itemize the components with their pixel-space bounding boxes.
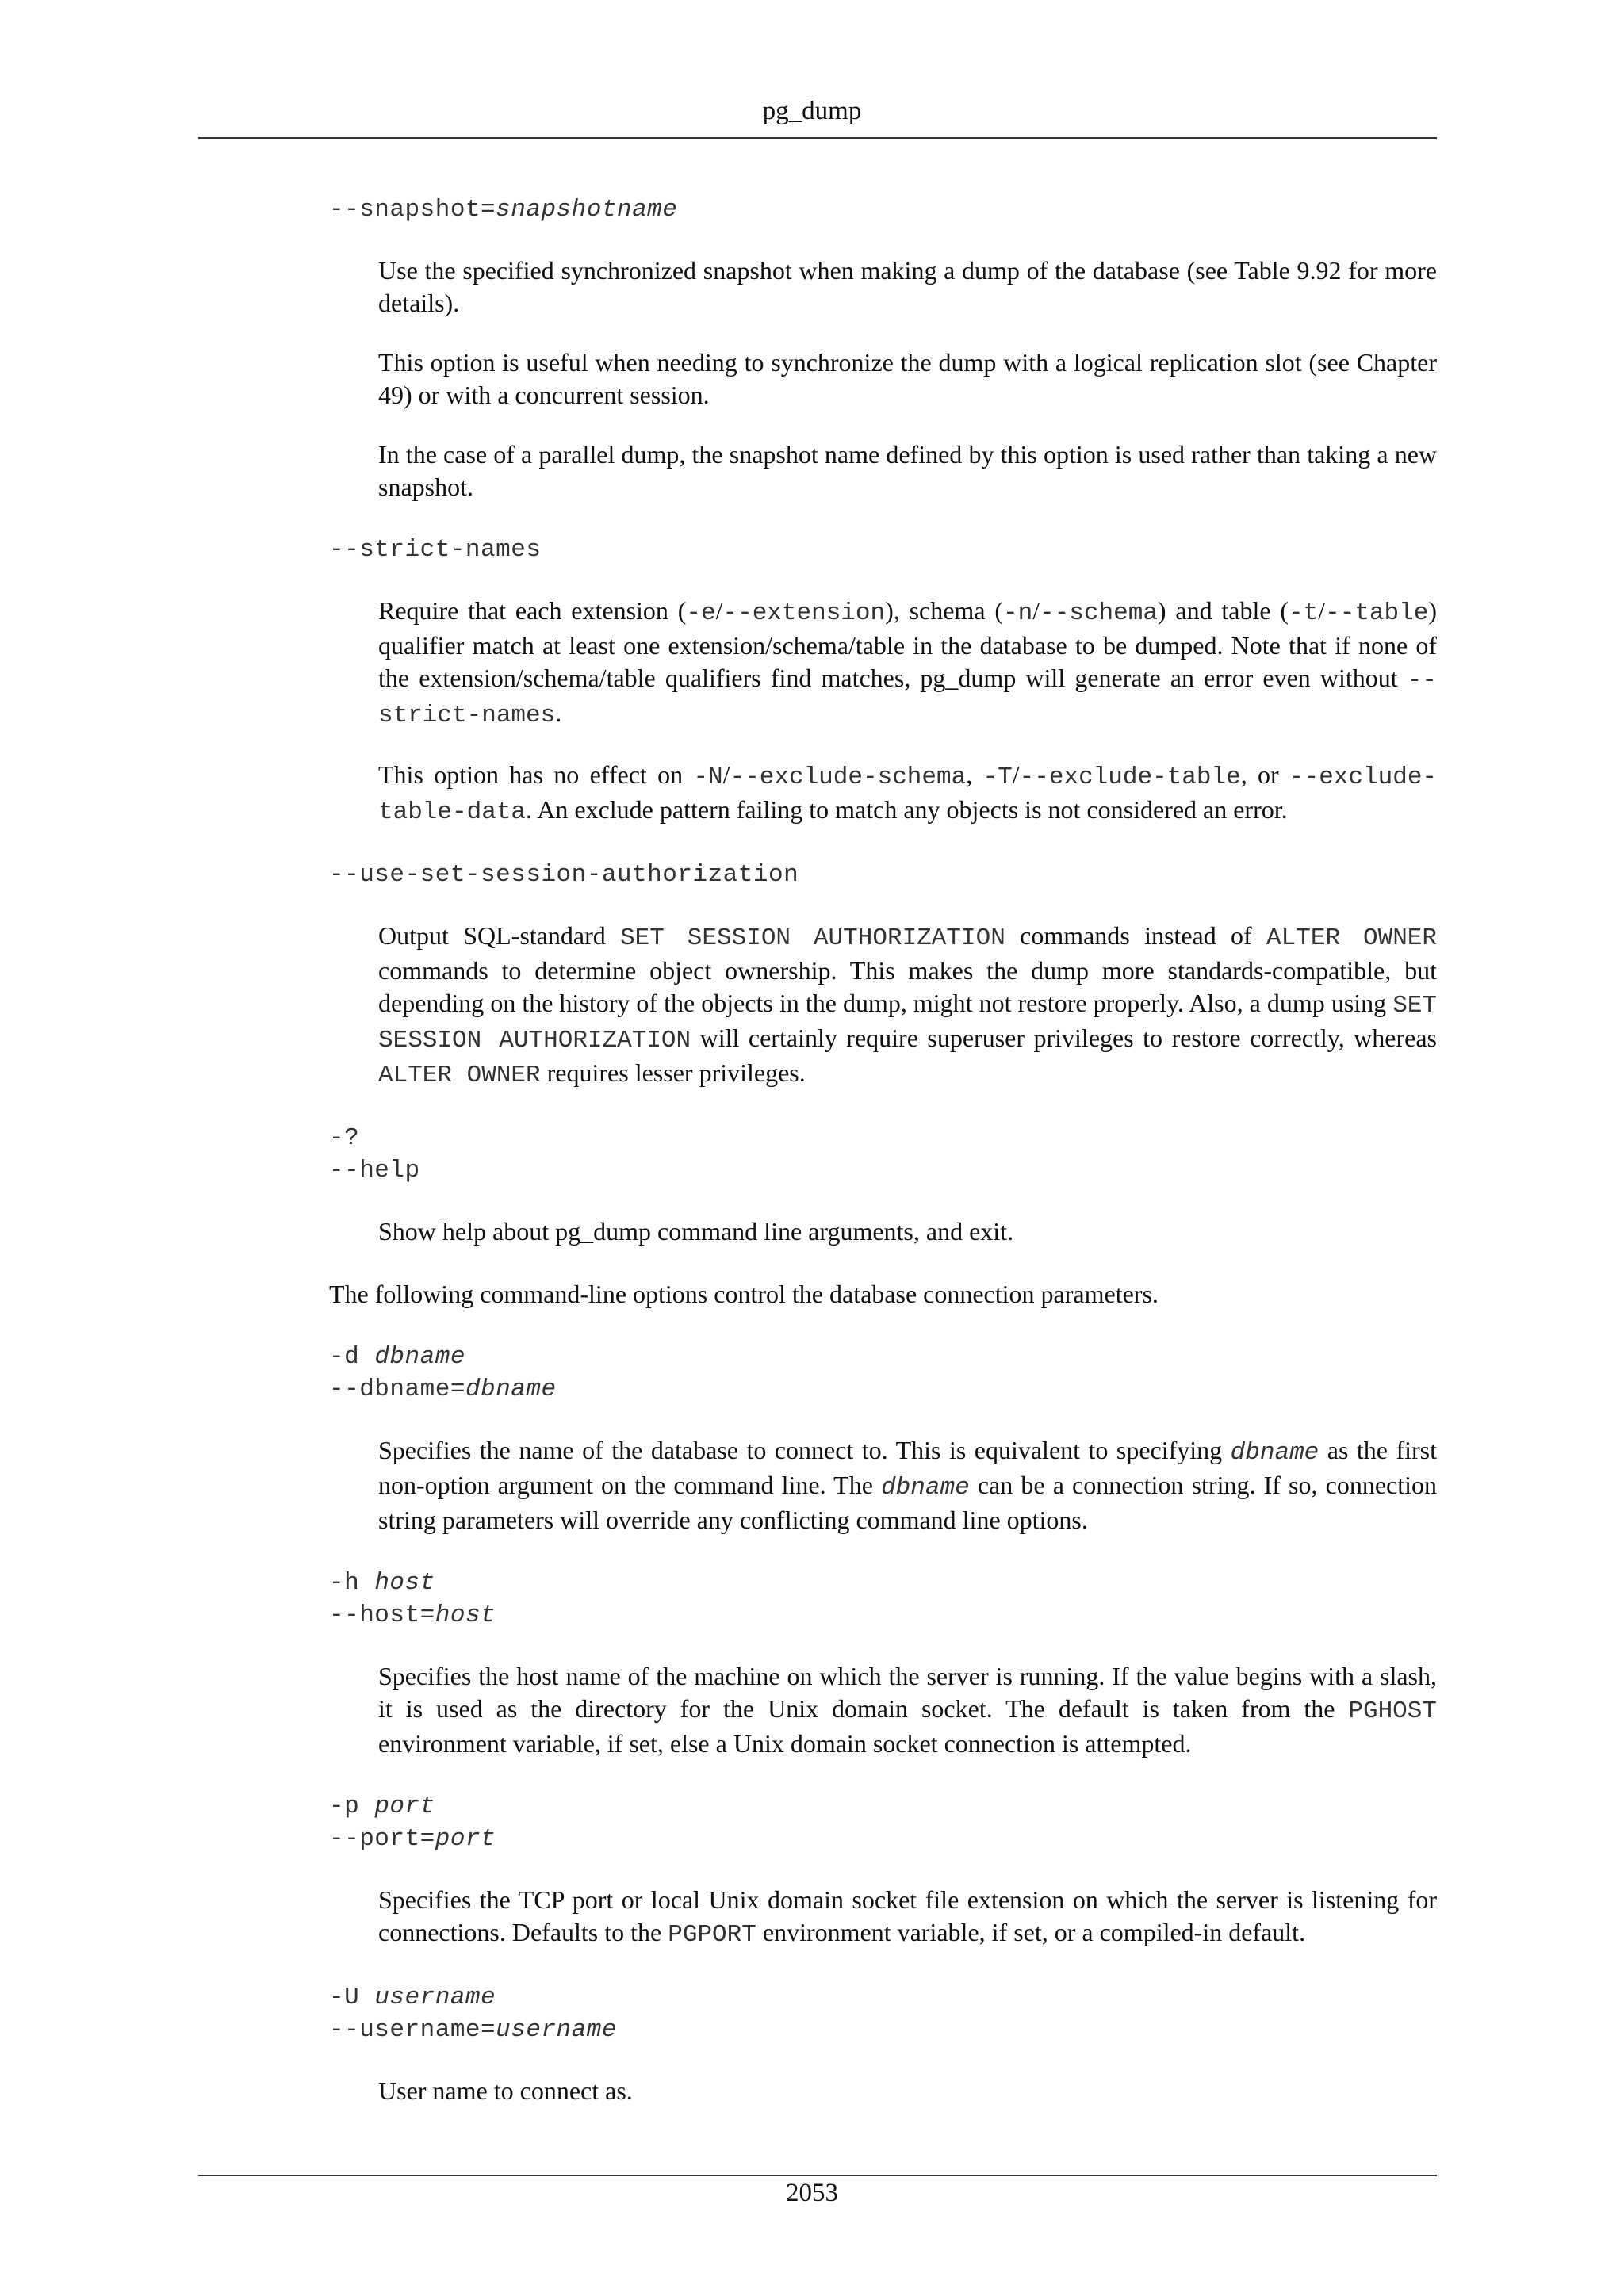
term-parameter: username (496, 2016, 617, 2044)
term-parameter: snapshotname (496, 196, 678, 224)
term-text: -U (329, 1984, 375, 2011)
option-description-host (378, 1660, 1437, 1760)
code-literal: PGPORT (668, 1921, 756, 1949)
option-term-host-short (329, 1567, 1437, 1599)
code-literal: -t (1289, 599, 1319, 627)
text-run: Specifies the TCP port or local Unix domain socket file extension on which the server is listening for connections. Defaults to the (378, 1885, 1437, 1946)
code-literal: --schema (1040, 599, 1158, 627)
text-run: ) qualifier match at least one extension/schema/table in the database to be dumped. Note that if none of the extension/schema/table qualifiers find matches, pg_dump will generate an error even without (378, 596, 1438, 692)
code-literal: --extension (722, 599, 886, 627)
option-term-snapshot (329, 193, 1437, 226)
code-literal: --strict-names (378, 667, 1437, 729)
text-run: commands instead of (1005, 921, 1267, 950)
text-run: , or (1240, 760, 1289, 789)
term-text: -d (329, 1343, 375, 1371)
text-run: commands to determine object ownership. This makes the dump more standards-compatible, but depending on the history of the objects in the dump, might not restore properly. Also, a dump using (378, 956, 1437, 1017)
option-description-snapshot (378, 254, 1437, 503)
code-literal: -n (1002, 599, 1033, 627)
document-body (329, 193, 1437, 2107)
term-text: --host= (329, 1601, 435, 1629)
code-literal: --table (1325, 599, 1429, 627)
text-run: . (555, 698, 562, 727)
page-number: 2053 (786, 2179, 838, 2207)
code-literal: SET SESSION AUTHORIZATION (378, 992, 1437, 1054)
term-parameter: dbname (374, 1343, 465, 1371)
term-text: --port= (329, 1825, 435, 1853)
text-run: / (1318, 596, 1326, 625)
paragraph: Use the specified synchronized snapshot when making a dump of the database (see Table 9.92 for more details). (378, 256, 1437, 317)
header-rule (198, 137, 1437, 139)
text-run: / (722, 760, 730, 789)
code-literal: SET SESSION AUTHORIZATION (620, 924, 1005, 952)
text-run: environment variable, if set, or a compiled-in default. (756, 1918, 1306, 1946)
text-run: can be a connection string. If so, connection string parameters will override any conflicting command line options. (378, 1471, 1438, 1534)
paragraph: User name to connect as. (378, 2076, 633, 2105)
term-parameter: username (374, 1984, 496, 2011)
option-term-port-long (329, 1823, 1437, 1855)
paragraph (378, 920, 1437, 1092)
text-run: Output SQL-standard (378, 921, 621, 950)
text-run: Require that each extension ( (378, 596, 687, 625)
text-run: . An exclude pattern failing to match any objects is not considered an error. (526, 795, 1288, 824)
text-run: This option has no effect on (378, 760, 694, 789)
option-term-dbname-short (329, 1341, 1437, 1373)
option-term-strict-names: --strict-names (329, 536, 542, 564)
option-description-username (378, 2075, 1437, 2107)
text-run: , (966, 760, 983, 789)
option-term-use-set-session-authorization: --use-set-session-authorization (329, 861, 799, 889)
code-literal: -e (686, 599, 716, 627)
option-description-use-set-session-authorization (378, 920, 1437, 1092)
term-text: --username= (329, 2016, 496, 2044)
paragraph (378, 1434, 1437, 1536)
code-literal: ALTER OWNER (1266, 924, 1438, 952)
term-text: --dbname= (329, 1376, 465, 1403)
text-run: will certainly require superuser privileges to restore correctly, whereas (691, 1024, 1438, 1052)
paragraph: Show help about pg_dump command line arguments, and exit. (378, 1217, 1014, 1246)
option-term-dbname-long (329, 1373, 1437, 1406)
term-text: -h (329, 1569, 375, 1597)
paragraph: In the case of a parallel dump, the snapshot name defined by this option is used rather than taking a new snapshot. (378, 440, 1437, 501)
paragraph (378, 595, 1437, 732)
term-parameter: port (374, 1793, 435, 1820)
option-term-port-short (329, 1790, 1437, 1823)
code-literal: -N (693, 763, 723, 791)
option-description-help (378, 1215, 1437, 1248)
term-text: -p (329, 1793, 375, 1820)
code-literal: --exclude-table-data (378, 763, 1438, 826)
footer-rule (198, 2175, 1437, 2176)
text-run: / (715, 596, 723, 625)
text-run: ) and table ( (1157, 596, 1289, 625)
option-term-username-short (329, 1981, 1437, 2014)
option-term-username-long (329, 2014, 1437, 2046)
text-run: Specifies the host name of the machine on which the server is running. If the value begins with a slash, it is used as the directory for the Unix domain socket. The default is taken from the (378, 1662, 1437, 1723)
term-text: --snapshot= (329, 196, 496, 224)
option-term-host-long (329, 1599, 1437, 1632)
section-intro-text: The following command-line options control the database connection parameters. (329, 1280, 1159, 1308)
code-literal: --exclude-schema (730, 763, 967, 791)
option-description-port (378, 1884, 1437, 1951)
option-term-help-long: --help (329, 1157, 420, 1184)
code-literal: ALTER OWNER (378, 1062, 541, 1089)
term-parameter: host (435, 1601, 496, 1629)
text-run: environment variable, if set, else a Unix domain socket connection is attempted. (378, 1729, 1192, 1758)
term-parameter: host (374, 1569, 435, 1597)
text-run: requires lesser privileges. (540, 1058, 806, 1087)
code-literal: -T (982, 763, 1013, 791)
option-term-help-short: -? (329, 1124, 360, 1152)
text-run: ), schema ( (885, 596, 1003, 625)
paragraph (378, 1660, 1437, 1760)
text-run: as the first non-option argument on the command line. The (378, 1436, 1438, 1499)
paragraph (378, 1884, 1437, 1951)
text-run: Specifies the name of the database to connect to. This is equivalent to specifying (378, 1436, 1231, 1464)
option-description-dbname (378, 1434, 1437, 1536)
text-run: / (1012, 760, 1020, 789)
code-parameter: dbname (1230, 1439, 1320, 1467)
code-literal: --exclude-table (1019, 763, 1241, 791)
term-parameter: port (435, 1825, 496, 1853)
text-run: / (1032, 596, 1040, 625)
paragraph: This option is useful when needing to synchronize the dump with a logical replication slot (see Chapter 49) or with a concurrent session. (378, 348, 1437, 409)
term-parameter: dbname (465, 1376, 557, 1403)
code-literal: PGHOST (1348, 1697, 1437, 1725)
page-header-title: pg_dump (762, 97, 862, 125)
paragraph (378, 759, 1437, 828)
code-parameter: dbname (881, 1474, 970, 1502)
option-description-strict-names (378, 595, 1437, 828)
